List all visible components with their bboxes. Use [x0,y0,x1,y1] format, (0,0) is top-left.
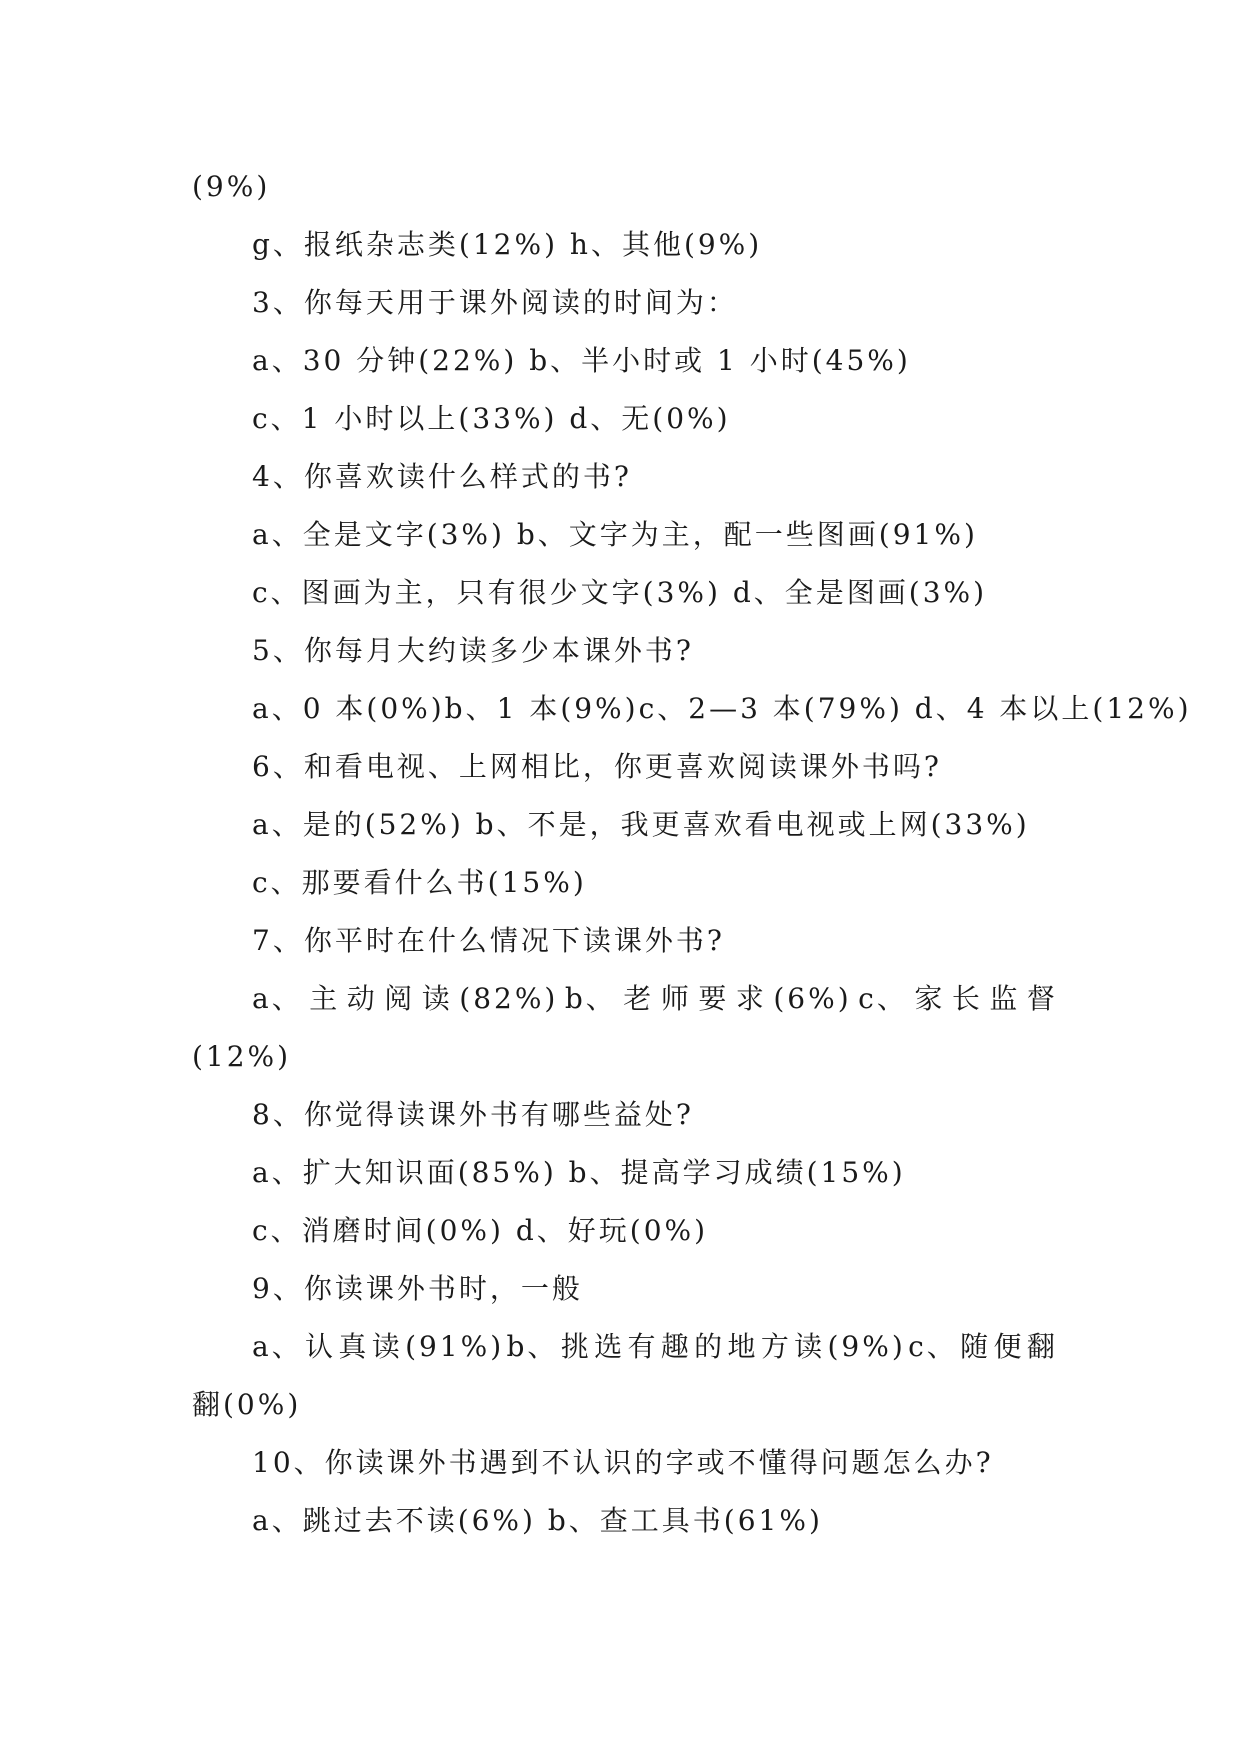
text-segment: (9%) [827,1330,906,1363]
text-segment: b、 [506,1330,559,1363]
text-segment: c、 [858,982,908,1015]
text-line: a、30 分钟(22%) b、半小时或 1 小时(45%) [252,344,911,377]
text-segment: 方 [760,1330,792,1363]
question-8: 8、你觉得读课外书有哪些益处? [252,1098,694,1131]
text-segment: 挑 [560,1330,592,1363]
question-7: 7、你平时在什么情况下读课外书? [252,924,725,957]
text-line: a、是的(52%) b、不是，我更喜欢看电视或上网(33%) [252,808,1030,841]
question-3: 3、你每天用于课外阅读的时间为： [252,286,738,319]
text-segment: 读 [421,982,453,1015]
text-line: (9%) [192,170,271,203]
question-9: 9、你读课外书时，一般 [252,1272,583,1305]
text-line: a、全是文字(3%) b、文字为主，配一些图画(91%) [252,518,978,551]
text-segment: 师 [660,982,692,1015]
text-segment: (6%) [773,982,852,1015]
text-segment: 督 [1026,982,1058,1015]
text-segment: 随 [960,1330,992,1363]
text-line: c、那要看什么书(15%) [252,866,587,899]
text-segment: 长 [951,982,983,1015]
text-segment: c、 [908,1330,958,1363]
text-line: a、跳过去不读(6%) b、查工具书(61%) [252,1504,823,1537]
text-segment: 主 [309,982,341,1015]
text-segment: 便 [993,1330,1025,1363]
text-segment: a、 [252,1330,303,1363]
text-segment: 有 [627,1330,659,1363]
text-segment: 求 [735,982,767,1015]
text-line: a、0 本(0%)b、1 本(9%)c、2—3 本(79%) d、4 本以上(12%) [252,692,1192,725]
text-segment: 要 [698,982,730,1015]
body-text [192,158,1192,1550]
text-segment: 翻 [1026,1330,1058,1363]
text-segment: 监 [989,982,1021,1015]
text-segment: 的 [694,1330,726,1363]
text-line: (12%) [192,1040,292,1073]
question-4: 4、你喜欢读什么样式的书? [252,460,632,493]
text-line: g、报纸杂志类(12%) h、其他(9%) [252,228,763,261]
question-10: 10、你读课外书遇到不认识的字或不懂得问题怎么办? [252,1446,994,1479]
text-segment: 地 [727,1330,759,1363]
text-segment: 老 [623,982,655,1015]
text-segment: b、 [564,982,617,1015]
text-segment: 认 [305,1330,337,1363]
question-5: 5、你每月大约读多少本课外书? [252,634,694,667]
text-segment: 读 [794,1330,826,1363]
text-line: 翻(0%) [192,1388,302,1421]
text-line: a、扩大知识面(85%) b、提高学习成绩(15%) [252,1156,906,1189]
text-line: c、1 小时以上(33%) d、无(0%) [252,402,731,435]
text-line: c、消磨时间(0%) d、好玩(0%) [252,1214,709,1247]
text-segment: (82%) [459,982,559,1015]
question-6: 6、和看电视、上网相比，你更喜欢阅读课外书吗? [252,750,942,783]
justified-line [192,1318,1058,1376]
justified-line [192,970,1058,1028]
text-segment: 家 [914,982,946,1015]
text-segment: 趣 [660,1330,692,1363]
text-segment: 选 [594,1330,626,1363]
text-segment: 动 [346,982,378,1015]
text-line: c、图画为主，只有很少文字(3%) d、全是图画(3%) [252,576,988,609]
text-segment: a、 [252,982,303,1015]
text-segment: 阅 [384,982,416,1015]
text-segment: 真 [338,1330,370,1363]
text-segment: 读 [371,1330,403,1363]
text-segment: (91%) [405,1330,505,1363]
